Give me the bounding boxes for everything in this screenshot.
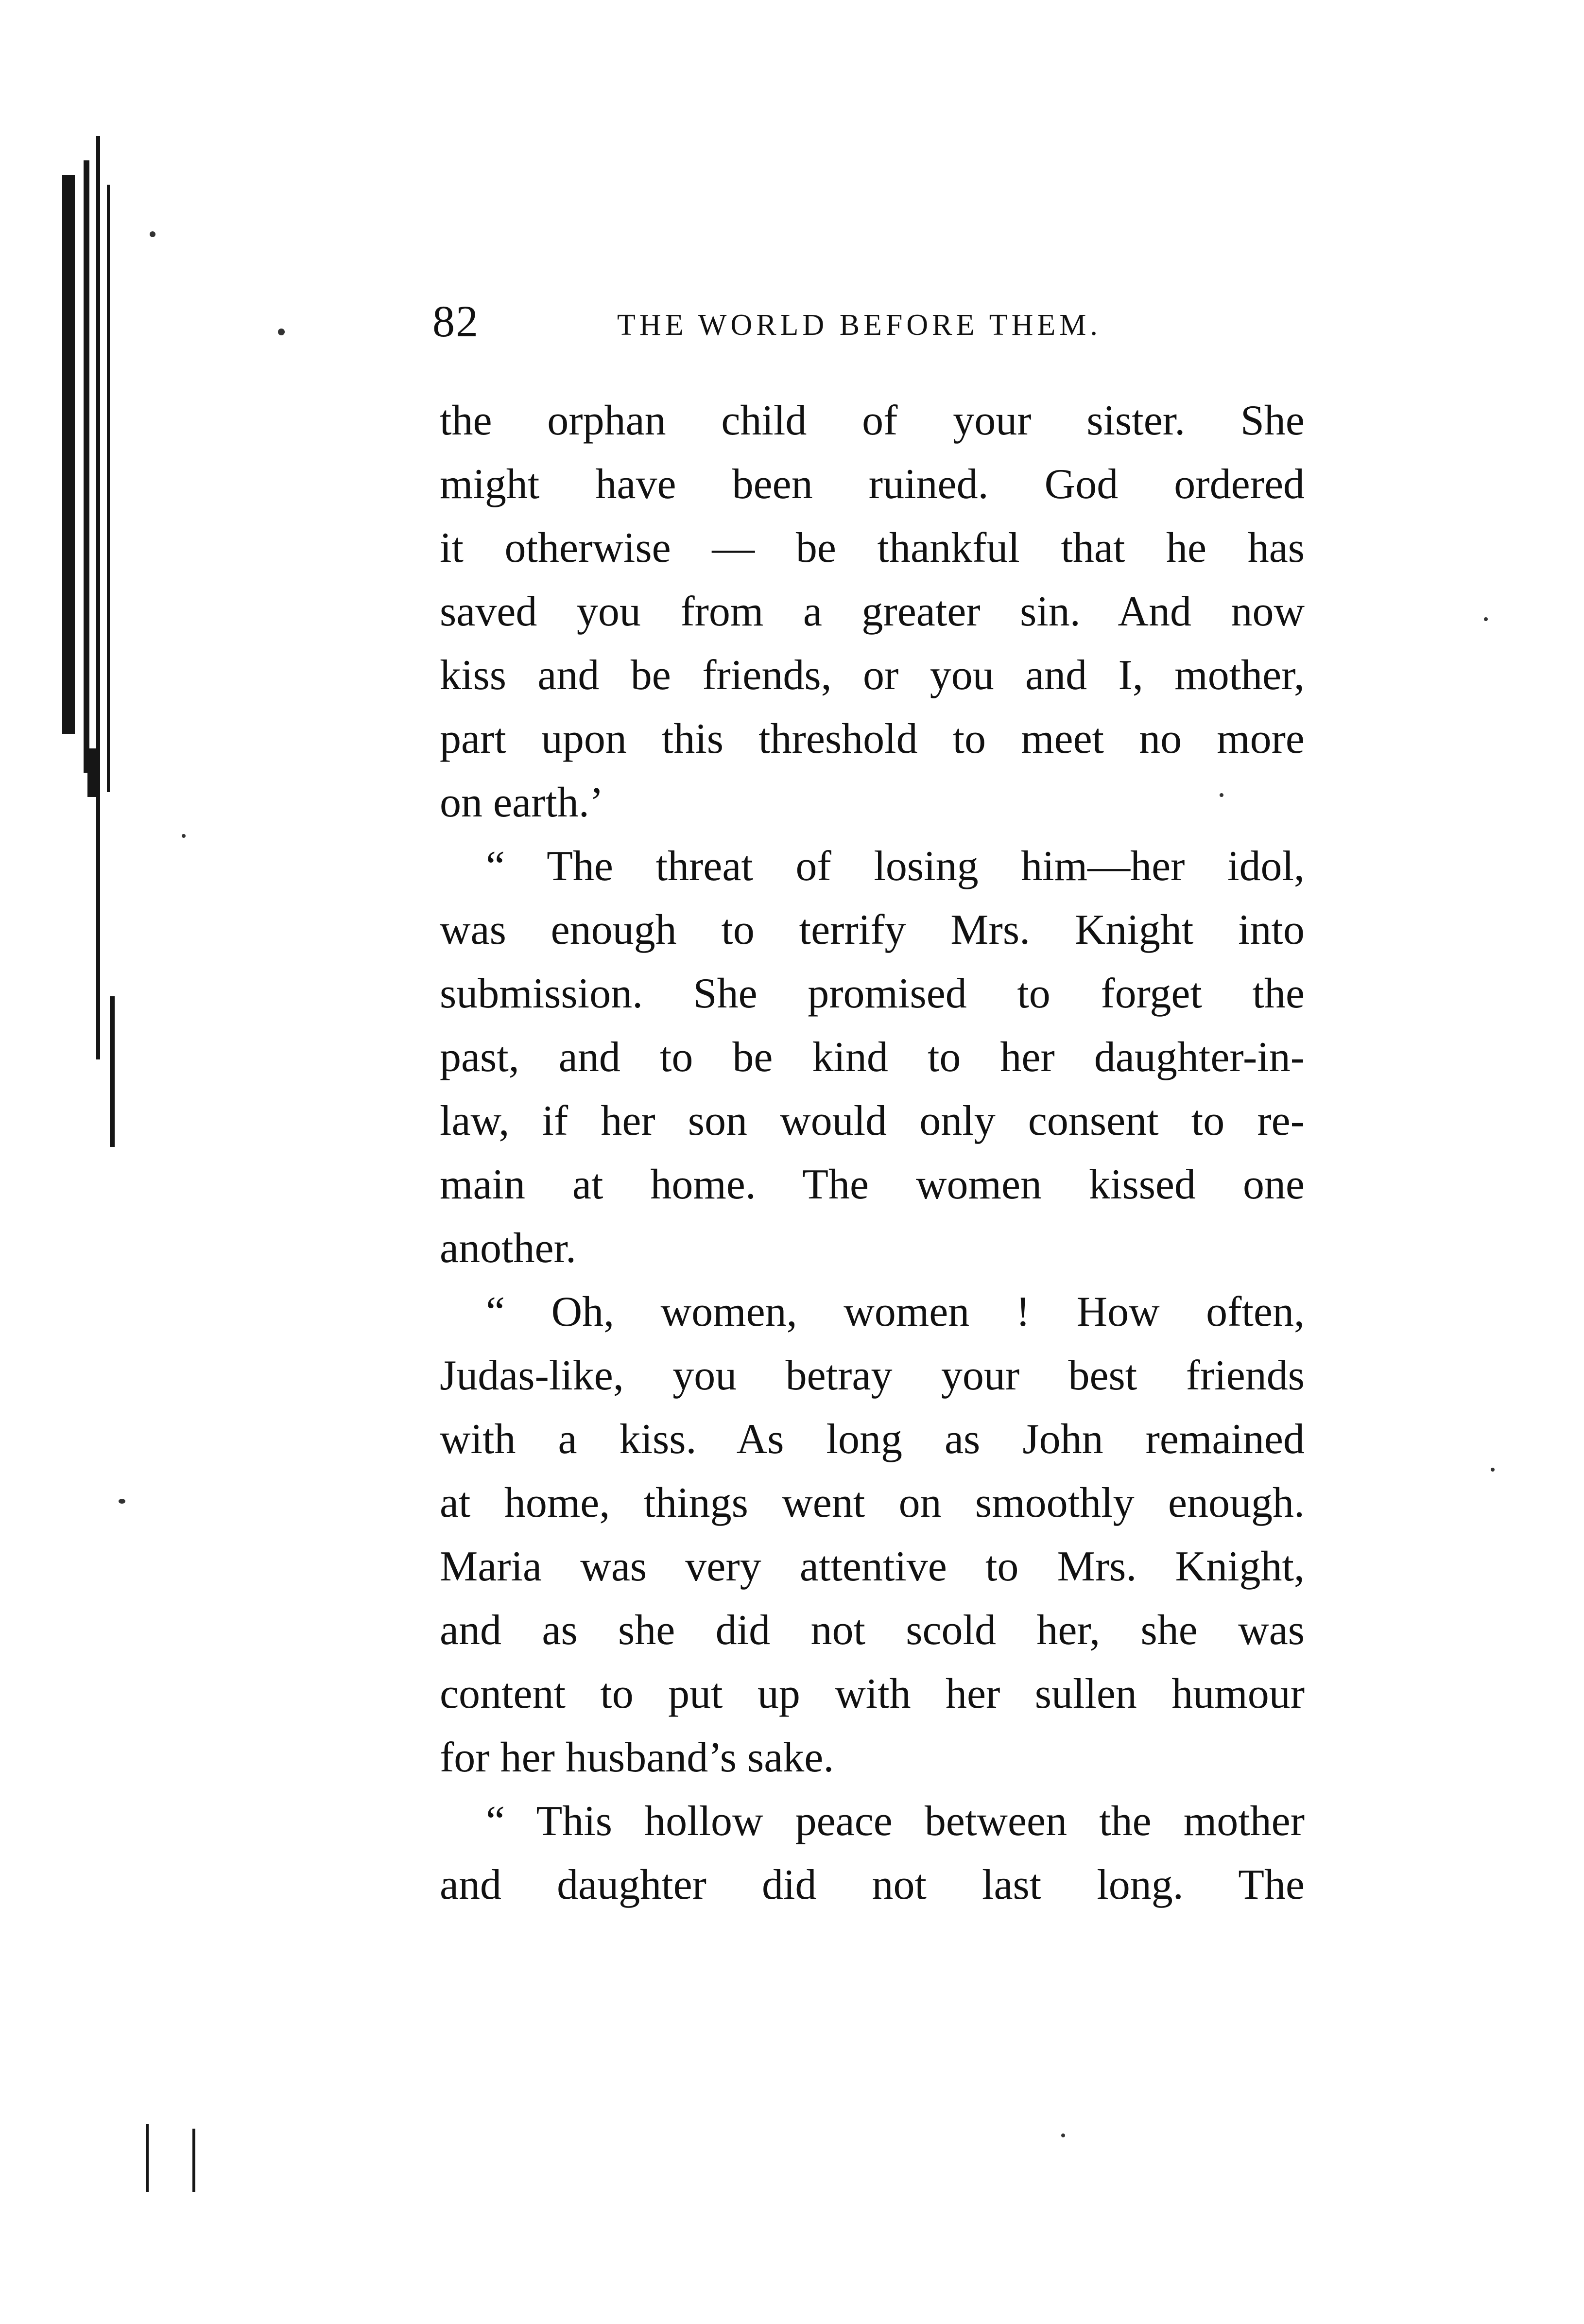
page-header — [428, 292, 1302, 350]
binding-shadow — [87, 748, 98, 797]
scan-speck — [119, 1499, 125, 1504]
scan-speck — [1484, 617, 1488, 621]
binding-shadow — [146, 2124, 149, 2192]
text-line: Maria was very attentive to Mrs. Knight, — [440, 1543, 1305, 1590]
text-line: submission. She promised to forget the — [440, 970, 1305, 1017]
binding-shadow — [96, 136, 100, 1059]
body-text — [440, 389, 1305, 1917]
page-number: 82 — [432, 296, 479, 346]
text-line: main at home. The women kissed one — [440, 1161, 1305, 1208]
binding-shadow — [107, 185, 110, 792]
text-line: might have been ruined. God ordered — [440, 461, 1305, 508]
text-line: and daughter did not last long. The — [440, 1861, 1305, 1908]
text-line: Judas-like, you betray your best friends — [440, 1352, 1305, 1399]
text-line: for her husband’s sake. — [440, 1734, 834, 1781]
scan-speck — [1061, 2133, 1065, 2137]
scan-speck — [278, 329, 285, 335]
text-line: part upon this threshold to meet no more — [440, 715, 1305, 763]
binding-shadow — [62, 175, 75, 734]
text-line: it otherwise — be thankful that he has — [440, 524, 1305, 572]
text-line: with a kiss. As long as John remained — [440, 1416, 1305, 1463]
text-line: on earth.’ — [440, 779, 604, 826]
text-line: content to put up with her sullen humour — [440, 1670, 1305, 1717]
text-line: at home, things went on smoothly enough. — [440, 1479, 1305, 1526]
text-line: saved you from a greater sin. And now — [440, 588, 1305, 635]
text-line: and as she did not scold her, she was — [440, 1607, 1305, 1654]
scan-speck — [1491, 1468, 1495, 1472]
paragraph — [440, 1789, 1305, 1917]
running-title: THE WORLD BEFORE THEM. — [617, 309, 1102, 342]
text-line: law, if her son would only consent to re- — [440, 1097, 1305, 1145]
text-line: kiss and be friends, or you and I, mother, — [440, 652, 1305, 699]
scan-speck — [150, 231, 155, 237]
text-line: the orphan child of your sister. She — [440, 397, 1305, 444]
binding-shadow — [110, 996, 115, 1147]
binding-shadow — [84, 160, 89, 773]
scan-speck — [182, 834, 186, 838]
text-line: “ Oh, women, women ! How often, — [486, 1288, 1305, 1335]
paragraph — [440, 1280, 1305, 1789]
binding-shadow — [192, 2129, 195, 2192]
text-line: was enough to terrify Mrs. Knight into — [440, 906, 1305, 954]
text-line: “ This hollow peace between the mother — [486, 1798, 1305, 1845]
text-line: another. — [440, 1225, 577, 1272]
text-line: “ The threat of losing him—her idol, — [486, 843, 1305, 890]
paragraph — [440, 834, 1305, 1280]
text-line: past, and to be kind to her daughter-in- — [440, 1034, 1305, 1081]
paragraph — [440, 389, 1305, 834]
